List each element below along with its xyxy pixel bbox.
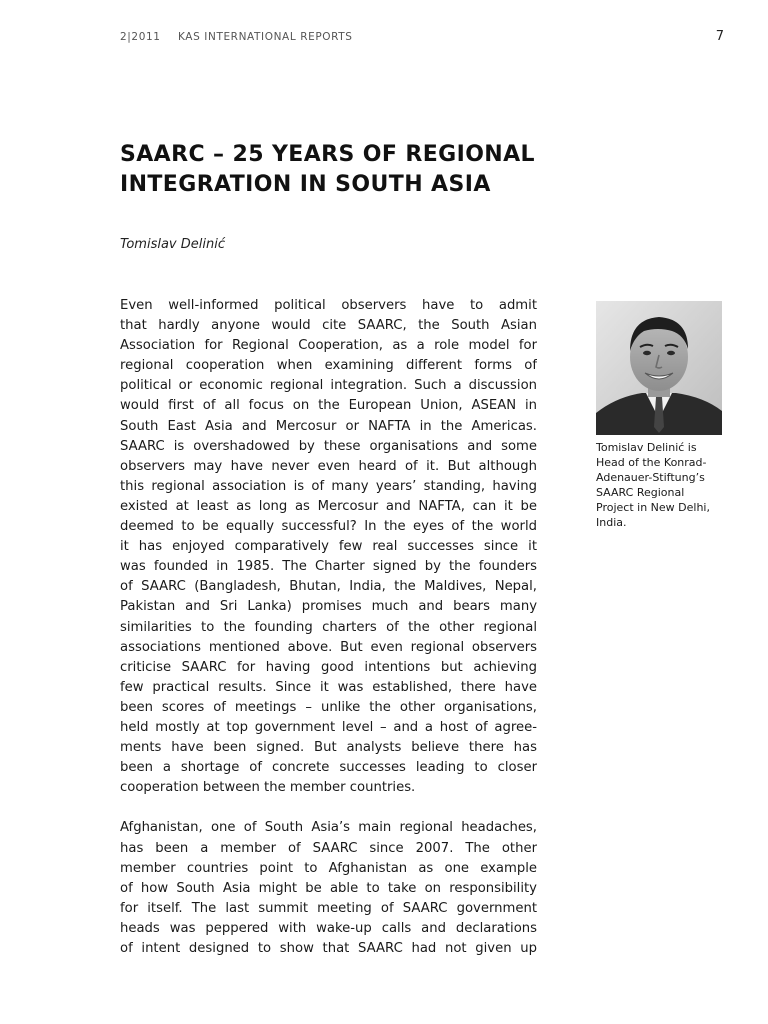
body-line: for itself. The last summit meeting of SAARC government [120, 900, 537, 916]
article-title-line: SAARC – 25 YEARS OF REGIONAL [120, 142, 535, 167]
body-line: of SAARC (Bangladesh, Bhutan, India, the Maldives, Nepal, [120, 579, 537, 595]
caption-line: Project in New Delhi, [596, 501, 710, 514]
body-line: heads was peppered with wake-up calls and declarations [120, 920, 537, 936]
body-line: ments have been signed. But analysts believe there has [120, 740, 537, 756]
body-line: few practical results. Since it was established, there have [120, 679, 537, 695]
body-line: this regional association is of many years’ standing, having [120, 478, 537, 494]
body-line: SAARC is overshadowed by these organisations and some [120, 438, 537, 454]
body-line: criticise SAARC for having good intentions but achieving [120, 659, 537, 675]
body-line: was founded in 1985. The Charter signed by the founders [120, 559, 537, 575]
publication-name: KAS INTERNATIONAL REPORTS [178, 31, 353, 43]
body-line: cooperation between the member countries. [120, 780, 416, 796]
caption-line: Head of the Konrad- [596, 456, 707, 469]
body-line: observers may have never even heard of it. But although [120, 458, 537, 474]
body-line: Even well-informed political observers have to admit [120, 298, 537, 313]
author-photo [596, 301, 722, 435]
article-author: Tomislav Delinić [120, 237, 225, 252]
caption-line: Tomislav Delinić is [596, 441, 697, 454]
caption-line: SAARC Regional [596, 486, 685, 499]
photo-caption [596, 440, 736, 530]
page-number: 7 [715, 29, 724, 44]
body-line: associations mentioned above. But even regional observers [120, 639, 537, 655]
body-line: deemed to be equally successful? In the eyes of the world [120, 519, 537, 535]
body-line: of how South Asia might be able to take on responsibility [120, 880, 537, 896]
body-line: has been a member of SAARC since 2007. The other [120, 840, 537, 856]
body-line: it has enjoyed comparatively few real successes since it [120, 539, 537, 555]
body-line: existed at least as long as Mercosur and NAFTA, can it be [120, 498, 537, 514]
body-line: political or economic regional integration. Such a discussion [120, 378, 537, 394]
body-paragraph [120, 296, 537, 798]
body-line: member countries point to Afghanistan as one example [120, 860, 537, 876]
body-line: South East Asia and Mercosur or NAFTA in the Americas. [120, 418, 537, 434]
portrait-photo-icon [596, 301, 722, 435]
body-line: been a shortage of concrete successes leading to closer [120, 760, 537, 776]
body-line: regional cooperation when examining different forms of [120, 358, 537, 374]
article-title-line: INTEGRATION IN SOUTH ASIA [120, 172, 491, 197]
issue-number: 2|2011 [120, 31, 161, 43]
caption-line: Adenauer-Stiftung’s [596, 471, 705, 484]
caption-line: India. [596, 516, 627, 529]
body-line: been scores of meetings – unlike the other organisations, [120, 699, 537, 715]
body-line: that hardly anyone would cite SAARC, the South Asian [120, 318, 537, 334]
body-line: Association for Regional Cooperation, as a role model for [120, 338, 537, 354]
body-line: of intent designed to show that SAARC had not given up [120, 941, 537, 956]
running-header [120, 31, 724, 47]
body-line: Pakistan and Sri Lanka) promises much and bears many [120, 599, 537, 615]
body-line: would first of all focus on the European Union, ASEAN in [120, 398, 537, 414]
body-line: held mostly at top government level – and a host of agree- [120, 719, 537, 735]
body-paragraph [120, 818, 537, 959]
body-line: similarities to the founding charters of the other regional [120, 619, 537, 635]
article-body [120, 296, 537, 979]
body-line: Afghanistan, one of South Asia’s main regional headaches, [120, 820, 537, 836]
article-title [120, 140, 620, 200]
